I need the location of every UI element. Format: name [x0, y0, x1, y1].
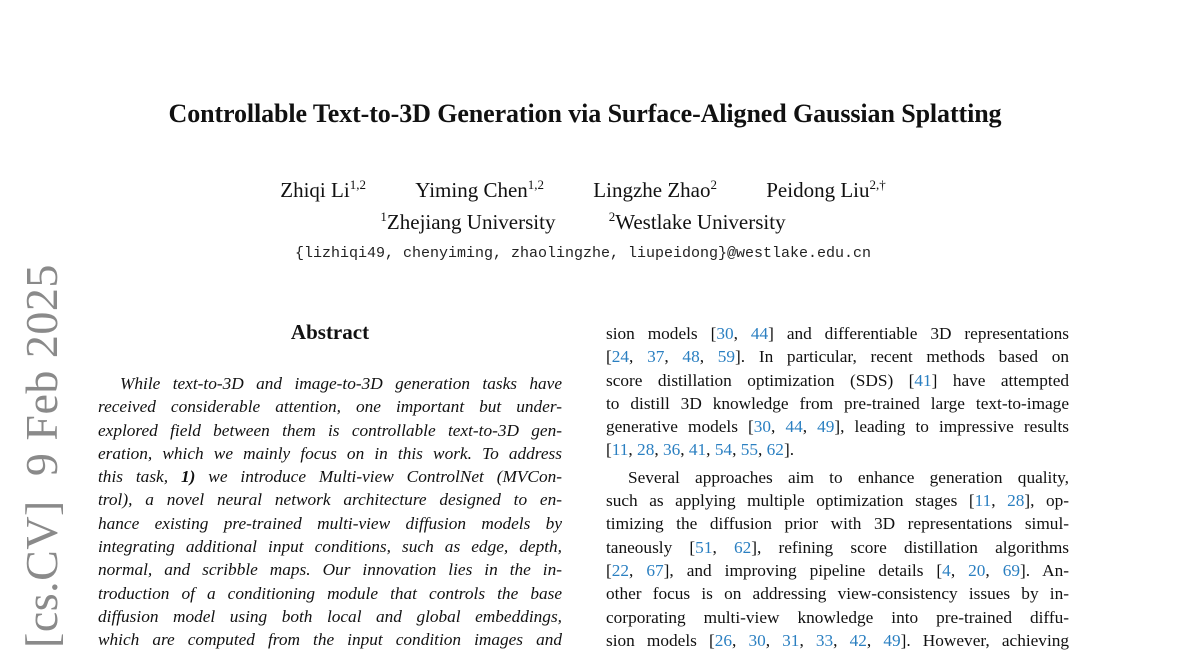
abstract-line: eration, which we mainly focus on in this work. To address — [98, 443, 562, 463]
author-emails: {lizhiqi49, chenyiming, zhaolingzhe, liupeidong}@westlake.edu.cn — [294, 245, 872, 262]
body-text-line: to distill 3D knowledge from pre-trained large text-to-image — [606, 393, 1069, 413]
citation-link[interactable]: 49 — [817, 417, 835, 437]
citation-link[interactable]: 20 — [968, 560, 986, 580]
citation-link[interactable]: 62 — [766, 440, 784, 460]
citation-link[interactable]: 42 — [849, 630, 867, 650]
abstract-line: normal, and scribble maps. Our innovation lies in the in- — [98, 560, 562, 580]
body-text-line: sion models [26, 30, 31, 33, 42, 49]. However, achieving — [606, 630, 1070, 650]
citation-link[interactable]: 44 — [785, 417, 803, 437]
citation-link[interactable]: 59 — [717, 347, 736, 367]
body-text-line: generative models [30, 44, 49], leading to impressive results — [606, 417, 1070, 437]
citation-link[interactable]: 28 — [637, 440, 655, 460]
author-4: Peidong Liu$^{2,\dagger}$ — [766, 177, 886, 202]
abstract-heading: Abstract — [290, 320, 370, 344]
abstract-line: received considerable attention, one important but under- — [98, 397, 562, 417]
citation-link[interactable]: 30 — [716, 324, 734, 343]
abstract-line: which are computed from the input condition images and — [98, 630, 562, 650]
body-text-line: sion models [30, 44] and differentiable 3D representations — [606, 324, 1070, 343]
body-text-line: such as applying multiple optimization stages [11, 28], op- — [606, 491, 1069, 511]
body-text-line: taneously [51, 62], refining score distillation algorithms — [606, 537, 1070, 557]
citation-link[interactable]: 11 — [974, 491, 992, 511]
affiliation-2: $^2$Westlake University — [608, 209, 786, 234]
citation-link[interactable]: 41 — [688, 440, 707, 460]
author-1: Zhiqi Li$^{1,2}$ — [280, 177, 366, 202]
arxiv-stamp: [cs.CV] 9 Feb 2025 — [16, 264, 67, 648]
author-3: Lingzhe Zhao$^2$ — [593, 177, 717, 202]
citation-link[interactable]: 24 — [611, 347, 630, 367]
citation-link[interactable]: 44 — [750, 324, 769, 343]
citation-link[interactable]: 30 — [748, 630, 766, 650]
author-list — [0, 178, 1166, 203]
citation-link[interactable]: 31 — [782, 630, 800, 650]
affiliation-1: $^1$Zhejiang University — [380, 209, 556, 234]
citation-link[interactable]: 4 — [942, 560, 951, 580]
body-text-line: other focus is on addressing view-consistency issues by in- — [606, 584, 1069, 604]
right-column-text — [606, 322, 1069, 652]
body-text-line: score distillation optimization (SDS) [41] have attempted — [606, 370, 1069, 390]
citation-link[interactable]: 26 — [714, 630, 732, 650]
author-2: Yiming Chen$^{1,2}$ — [415, 177, 545, 202]
affiliation-list — [0, 210, 1166, 235]
citation-link[interactable]: 30 — [753, 417, 772, 437]
citation-link[interactable]: 33 — [815, 630, 834, 650]
body-text-line: timizing the diffusion prior with 3D representations simul- — [606, 514, 1069, 534]
abstract-line: integrating additional input conditions, such as edge, depth, — [98, 537, 562, 557]
abstract-body — [98, 372, 562, 652]
abstract-line: trol), a novel neural network architecture designed to en- — [98, 490, 562, 510]
abstract-line: explored field between them is controllable text-to-3D gen- — [98, 420, 562, 440]
body-text-line: [22, 67], and improving pipeline details [4, 20, 69]. An- — [606, 560, 1069, 580]
citation-link[interactable]: 48 — [682, 347, 700, 367]
body-text-line: Several approaches aim to enhance generation quality, — [628, 467, 1069, 487]
abstract-line: While text-to-3D and image-to-3D generation tasks have — [120, 374, 562, 393]
citation-link[interactable]: 11 — [611, 440, 629, 460]
citation-link[interactable]: 37 — [647, 347, 665, 367]
body-text-line: corporating multi-view knowledge into pre-trained diffu- — [606, 607, 1069, 627]
citation-link[interactable]: 28 — [1007, 491, 1025, 511]
paper-title: Controllable Text-to-3D Generation via Surface-Aligned Gaussian Splatting — [168, 99, 1002, 128]
abstract-line: diffusion model using both local and global embeddings, — [98, 606, 562, 626]
body-text-line: [11, 28, 36, 41, 54, 55, 62]. — [606, 440, 795, 460]
citation-link[interactable]: 67 — [646, 560, 664, 580]
abstract-line: this task, 1) we introduce Multi-view ControlNet (MVCon- — [98, 467, 562, 487]
citation-link[interactable]: 49 — [883, 630, 901, 650]
abstract-line: troduction of a conditioning module that controls the base — [98, 583, 562, 603]
abstract-line: hance existing pre-trained multi-view diffusion models by — [98, 513, 562, 533]
citation-link[interactable]: 41 — [914, 370, 932, 390]
citation-link[interactable]: 54 — [714, 440, 733, 460]
body-text-line: [24, 37, 48, 59]. In particular, recent methods based on — [606, 347, 1070, 367]
citation-link[interactable]: 69 — [1002, 560, 1020, 580]
citation-link[interactable]: 51 — [695, 537, 713, 557]
citation-link[interactable]: 62 — [733, 537, 752, 557]
citation-link[interactable]: 55 — [740, 440, 759, 460]
citation-link[interactable]: 36 — [662, 440, 681, 460]
citation-link[interactable]: 22 — [611, 560, 630, 580]
